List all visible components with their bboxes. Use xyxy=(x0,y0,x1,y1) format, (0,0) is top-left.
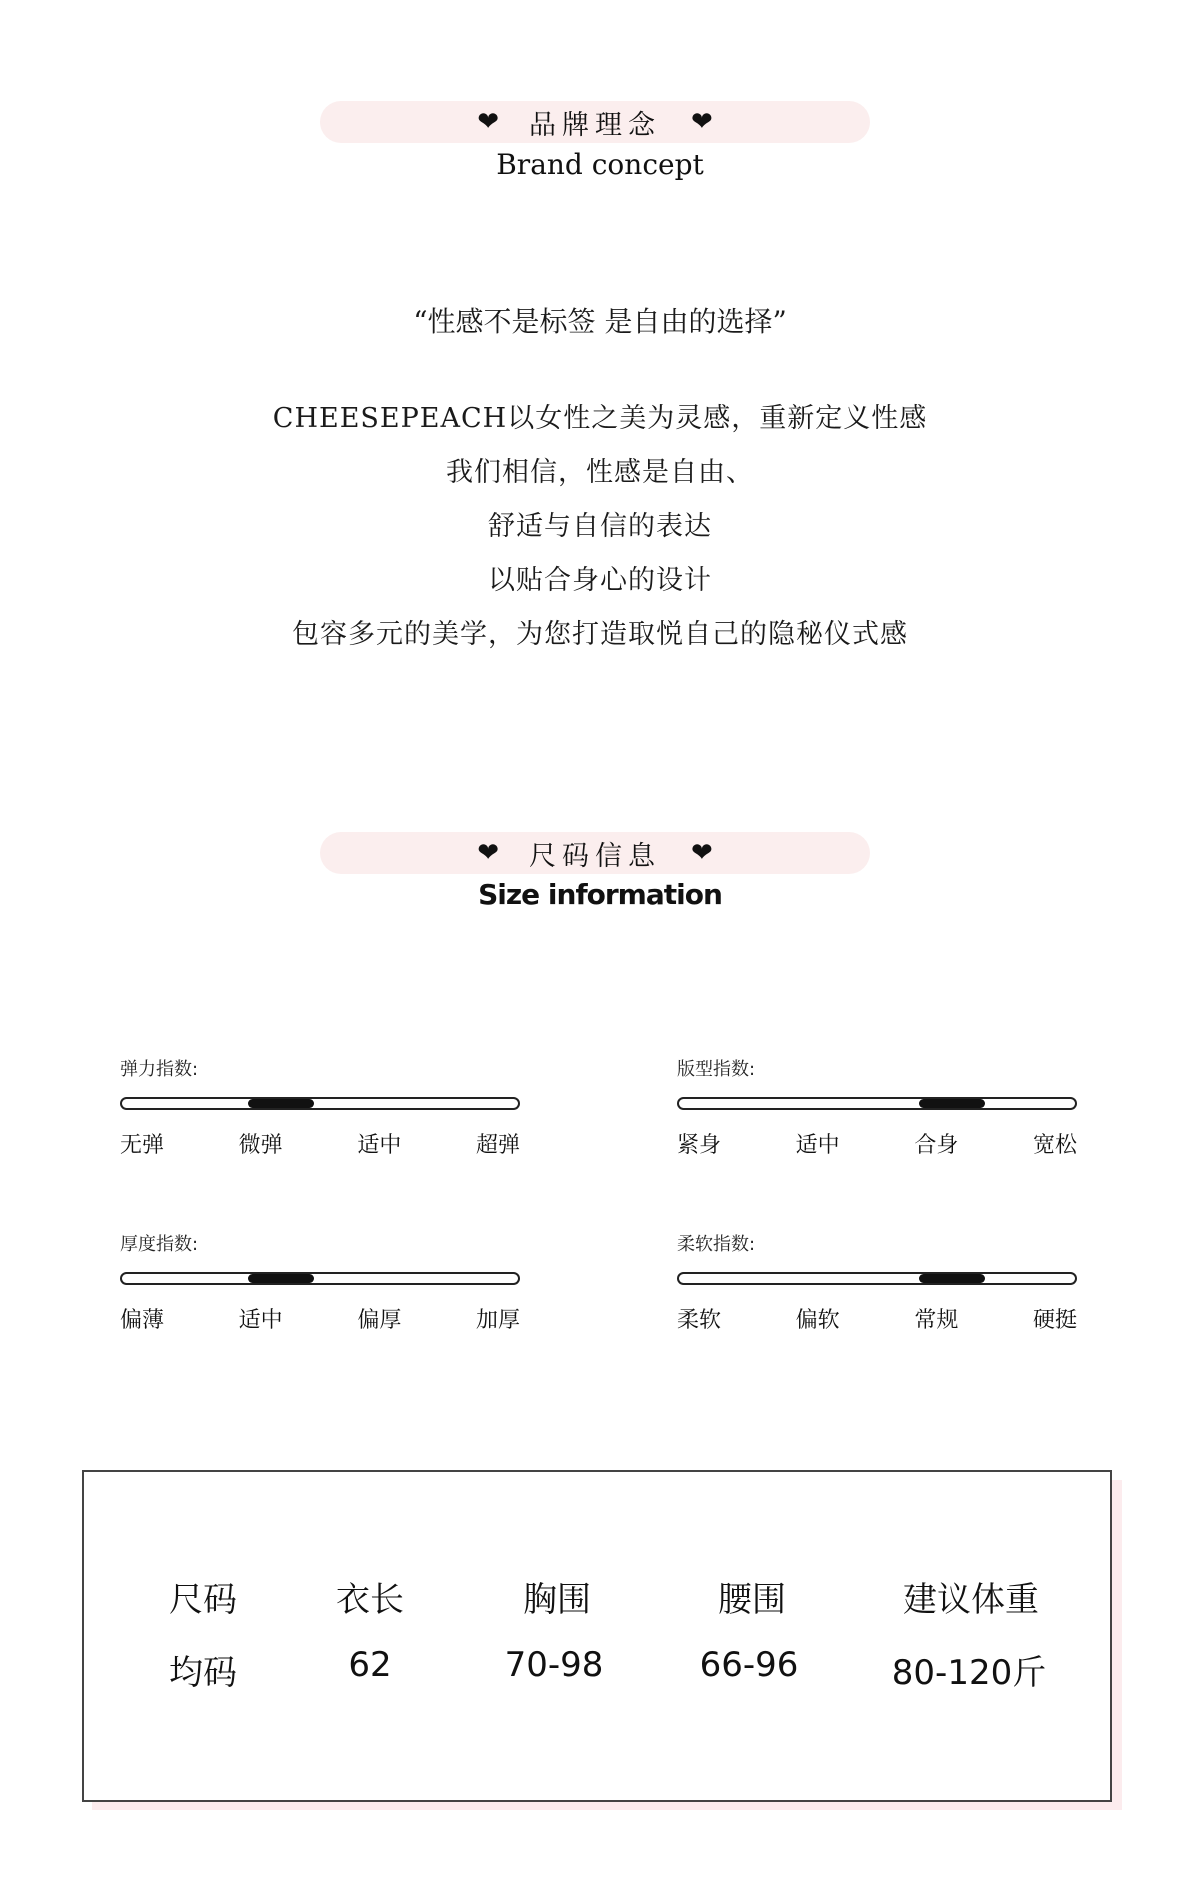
index-option: 无弹 xyxy=(120,1133,165,1158)
table-cell: 均码 xyxy=(169,1653,237,1693)
index-option: 适中 xyxy=(795,1133,840,1158)
index-option: 常规 xyxy=(914,1308,959,1333)
size-heading-pill xyxy=(320,832,870,874)
index-indicator xyxy=(248,1099,314,1108)
size-subheading: Size information xyxy=(478,878,722,911)
index-option: 超弹 xyxy=(475,1133,520,1158)
index-option: 硬挺 xyxy=(1032,1308,1077,1333)
table-cell: 62 xyxy=(348,1645,392,1685)
index-track xyxy=(677,1097,1077,1110)
index-thickness xyxy=(120,1230,520,1334)
index-option: 偏薄 xyxy=(120,1308,165,1333)
table-header: 建议体重 xyxy=(903,1580,1039,1620)
brand-heading-pill xyxy=(320,101,870,143)
brand-subheading: Brand concept xyxy=(496,148,704,181)
index-softness xyxy=(677,1230,1077,1334)
table-cell: 66-96 xyxy=(699,1645,799,1685)
index-label: 弹力指数: xyxy=(120,1059,199,1080)
table-header: 胸围 xyxy=(523,1580,591,1620)
table-header: 腰围 xyxy=(718,1580,786,1620)
heart-icon: ❤ xyxy=(691,838,713,868)
table-cell: 70-98 xyxy=(504,1645,604,1685)
index-option: 合身 xyxy=(914,1133,959,1158)
index-label: 厚度指数: xyxy=(120,1234,199,1255)
brand-quote: “性感不是标签 是自由的选择” xyxy=(413,305,787,338)
index-option: 加厚 xyxy=(475,1308,520,1333)
brand-line: CHEESEPEACH以女性之美为灵感，重新定义性感 xyxy=(272,403,928,434)
heart-icon: ❤ xyxy=(691,107,713,137)
size-heading: 尺码信息 xyxy=(529,840,661,872)
index-track xyxy=(120,1272,520,1285)
brand-line: 包容多元的美学，为您打造取悦自己的隐秘仪式感 xyxy=(292,619,908,650)
brand-line: 舒适与自信的表达 xyxy=(488,511,712,542)
brand-line: 我们相信，性感是自由、 xyxy=(446,457,754,488)
index-option: 柔软 xyxy=(677,1308,722,1333)
index-fit xyxy=(677,1055,1077,1159)
index-option: 紧身 xyxy=(677,1133,722,1158)
index-label: 版型指数: xyxy=(677,1059,756,1080)
index-elasticity xyxy=(120,1055,520,1159)
brand-line: 以贴合身心的设计 xyxy=(488,565,712,596)
brand-heading: 品牌理念 xyxy=(529,109,661,141)
index-option: 宽松 xyxy=(1032,1133,1077,1158)
index-option: 偏厚 xyxy=(357,1308,402,1333)
index-option: 适中 xyxy=(357,1133,402,1158)
size-table xyxy=(82,1470,1112,1802)
index-indicator xyxy=(248,1274,314,1283)
index-option: 微弹 xyxy=(238,1133,283,1158)
table-header: 衣长 xyxy=(336,1580,404,1620)
index-label: 柔软指数: xyxy=(677,1234,756,1255)
table-header: 尺码 xyxy=(169,1580,237,1620)
table-cell: 80-120斤 xyxy=(891,1653,1047,1693)
heart-icon: ❤ xyxy=(477,107,499,137)
index-option: 适中 xyxy=(238,1308,283,1333)
heart-icon: ❤ xyxy=(477,838,499,868)
index-track xyxy=(677,1272,1077,1285)
index-indicator xyxy=(919,1274,985,1283)
index-option: 偏软 xyxy=(795,1308,840,1333)
index-indicator xyxy=(919,1099,985,1108)
brand-paragraph xyxy=(0,392,1200,662)
index-track xyxy=(120,1097,520,1110)
